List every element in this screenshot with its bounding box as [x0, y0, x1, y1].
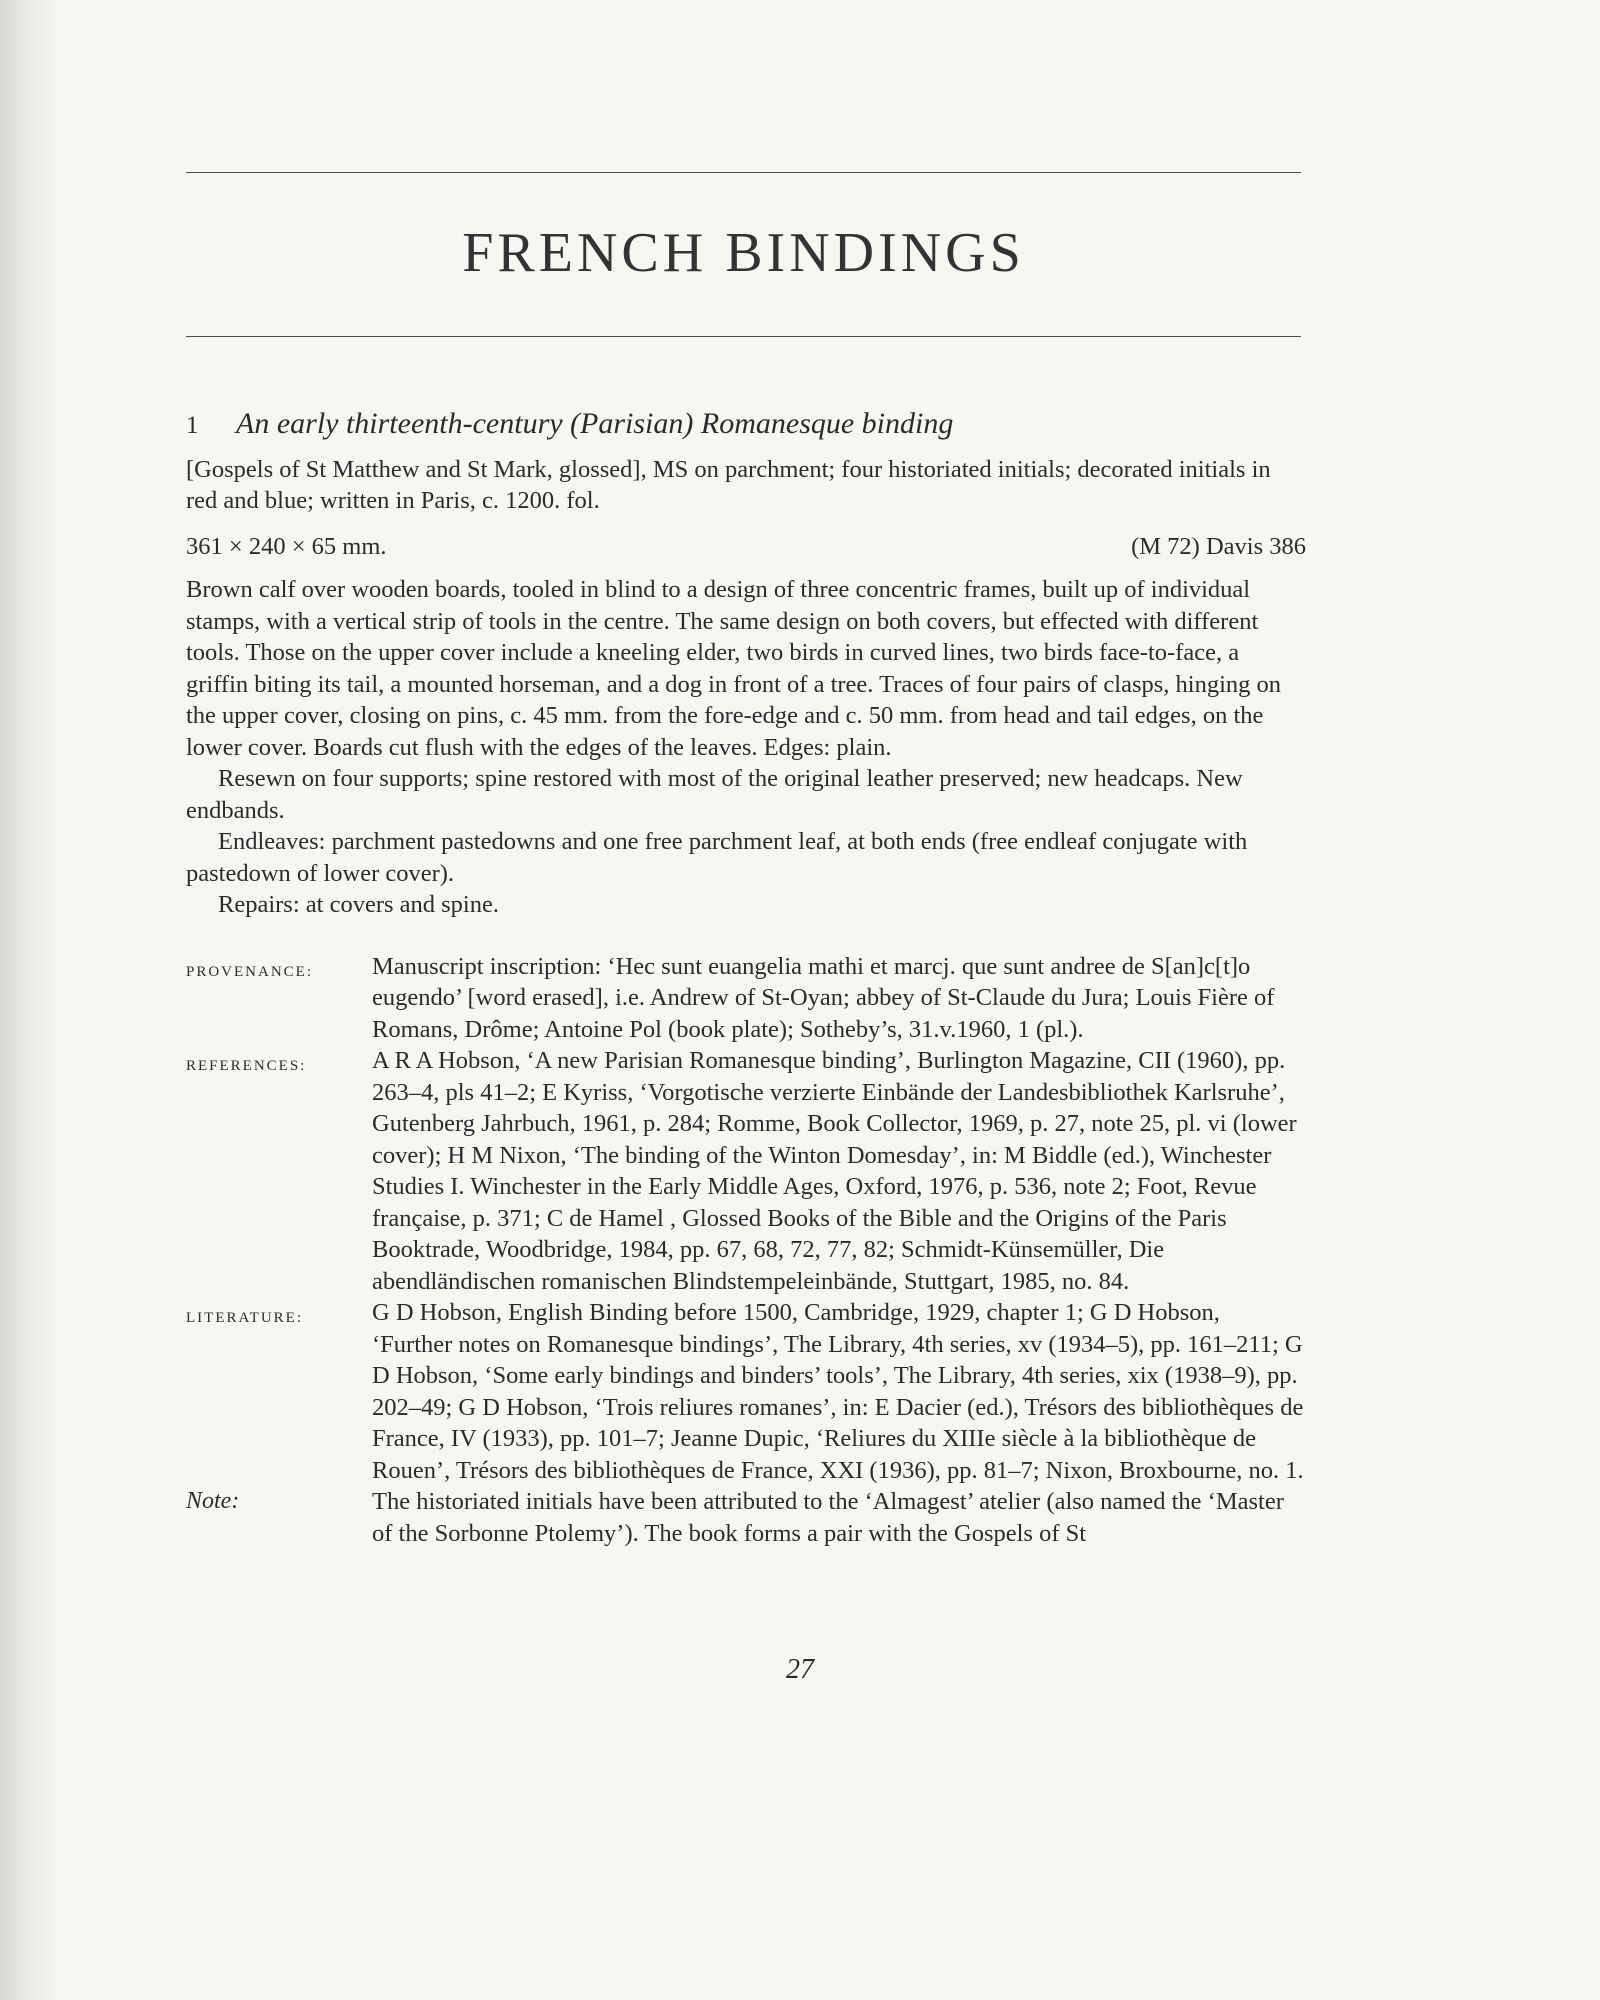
binding-paragraph: Repairs: at covers and spine. — [218, 891, 499, 918]
page-gutter-shadow — [0, 0, 60, 2000]
heading-rule-top — [186, 172, 1301, 173]
entry-metadata — [186, 951, 1306, 1550]
entry-title-line — [186, 408, 1306, 442]
note-text: The historiated initials have been attributed to the ‘Almagest’ atelier (also named the ‘Master of the Sorbonne Ptolemy’). The book forms a pair with the Gospels of St — [372, 1488, 1284, 1547]
literature-text: G D Hobson, English Binding before 1500, Cambridge, 1929, chapter 1; G D Hobson, ‘Further notes on Romanesque bindings’, The Library, 4th series, xv (1934–5), pp. 161–211; G D Hobson, ‘Some early bindings and binders’ tools’, The Library, 4th series, xix (1938–9), pp. 202–49; G D Hobson, ‘Trois reliures romanes’, in: E Dacier (ed.), Trésors des bibliothèques de France, IV (1933), pp. 101–7; Jeanne Dupic, ‘Reliures du XIIIe siècle à la bibliothèque de Rouen’, Trésors des bibliothèques de France, XXI (1936), pp. 81–7; Nixon, Broxbourne, no. 1. — [372, 1299, 1304, 1484]
provenance-label: PROVENANCE: — [186, 963, 314, 980]
entry-number: 1 — [186, 412, 199, 439]
binding-paragraph: Resewn on four supports; spine restored with most of the original leather preserved; new headcaps. New endbands. — [186, 765, 1243, 824]
binding-paragraph: Brown calf over wooden boards, tooled in blind to a design of three concentric frames, built up of individual stamps, with a vertical strip of tools in the centre. The same design on both covers, but effected with different tools. Those on the upper cover include a kneeling elder, two birds in curved lines, two birds face-to-face, a griffin biting its tail, a mounted horseman, and a dog in front of a tree. Traces of four pairs of clasps, hinging on the upper cover, closing on pins, c. 45 mm. from the fore-edge and c. 50 mm. from head and tail edges, on the lower cover. Boards cut flush with the edges of the leaves. Edges: plain. — [186, 576, 1282, 761]
page-heading: FRENCH BINDINGS — [462, 222, 1025, 284]
entry-description: [Gospels of St Matthew and St Mark, glossed], MS on parchment; four historiated initials; decorated initials in red and blue; written in Paris, c. 1200. fol. — [186, 455, 1271, 514]
provenance-text: Manuscript inscription: ‘Hec sunt euangelia mathi et marcj. que sunt andree de S[an]c[t]o eugendo’ [word erased], i.e. Andrew of St-Oyan; abbey of St-Claude du Jura; Louis Fière of Romans, Drôme; Antoine Pol (book plate); Sotheby’s, 31.v.1960, 1 (pl.). — [372, 952, 1275, 1043]
binding-paragraph: Endleaves: parchment pastedowns and one free parchment leaf, at both ends (free endleaf conjugate with pastedown of lower cover). — [186, 828, 1248, 887]
page-number: 27 — [786, 1654, 814, 1685]
literature-row — [186, 1297, 1306, 1486]
entry-dimensions: 361 × 240 × 65 mm. — [186, 532, 387, 560]
references-text: A R A Hobson, ‘A new Parisian Romanesque binding’, Burlington Magazine, CII (1960), pp. 263–4, pls 41–2; E Kyriss, ‘Vorgotische verzierte Einbände der Landesbibliothek Karlsruhe’, Gutenberg Jahrbuch, 1961, p. 284; Romme, Book Collector, 1969, p. 27, note 25, pl. vi (lower cover); H M Nixon, ‘The binding of the Winton Domesday’, in: M Biddle (ed.), Winchester Studies I. Winchester in the Early Middle Ages, Oxford, 1976, p. 536, note 2; Foot, Revue française, p. 371; C de Hamel , Glossed Books of the Bible and the Origins of the Paris Booktrade, Woodbridge, 1984, pp. 67, 68, 72, 77, 82; Schmidt-Künsemüller, Die abendländischen romanischen Blindstempeleinbände, Stuttgart, 1985, no. 84. — [372, 1047, 1297, 1295]
references-label: REFERENCES: — [186, 1058, 307, 1074]
binding-description — [186, 574, 1306, 921]
references-row — [186, 1045, 1306, 1297]
entry-title: An early thirteenth-century (Parisian) Romanesque binding — [236, 407, 954, 440]
literature-label: LITERATURE: — [186, 1310, 303, 1326]
dimensions-row — [186, 531, 1306, 563]
note-label: Note: — [186, 1488, 240, 1514]
note-row — [186, 1486, 1306, 1549]
entry-shelfmark: (M 72) Davis 386 — [1131, 532, 1306, 560]
heading-rule-bottom — [186, 336, 1301, 337]
catalogue-entry — [186, 408, 1306, 1549]
provenance-row — [186, 951, 1306, 1046]
